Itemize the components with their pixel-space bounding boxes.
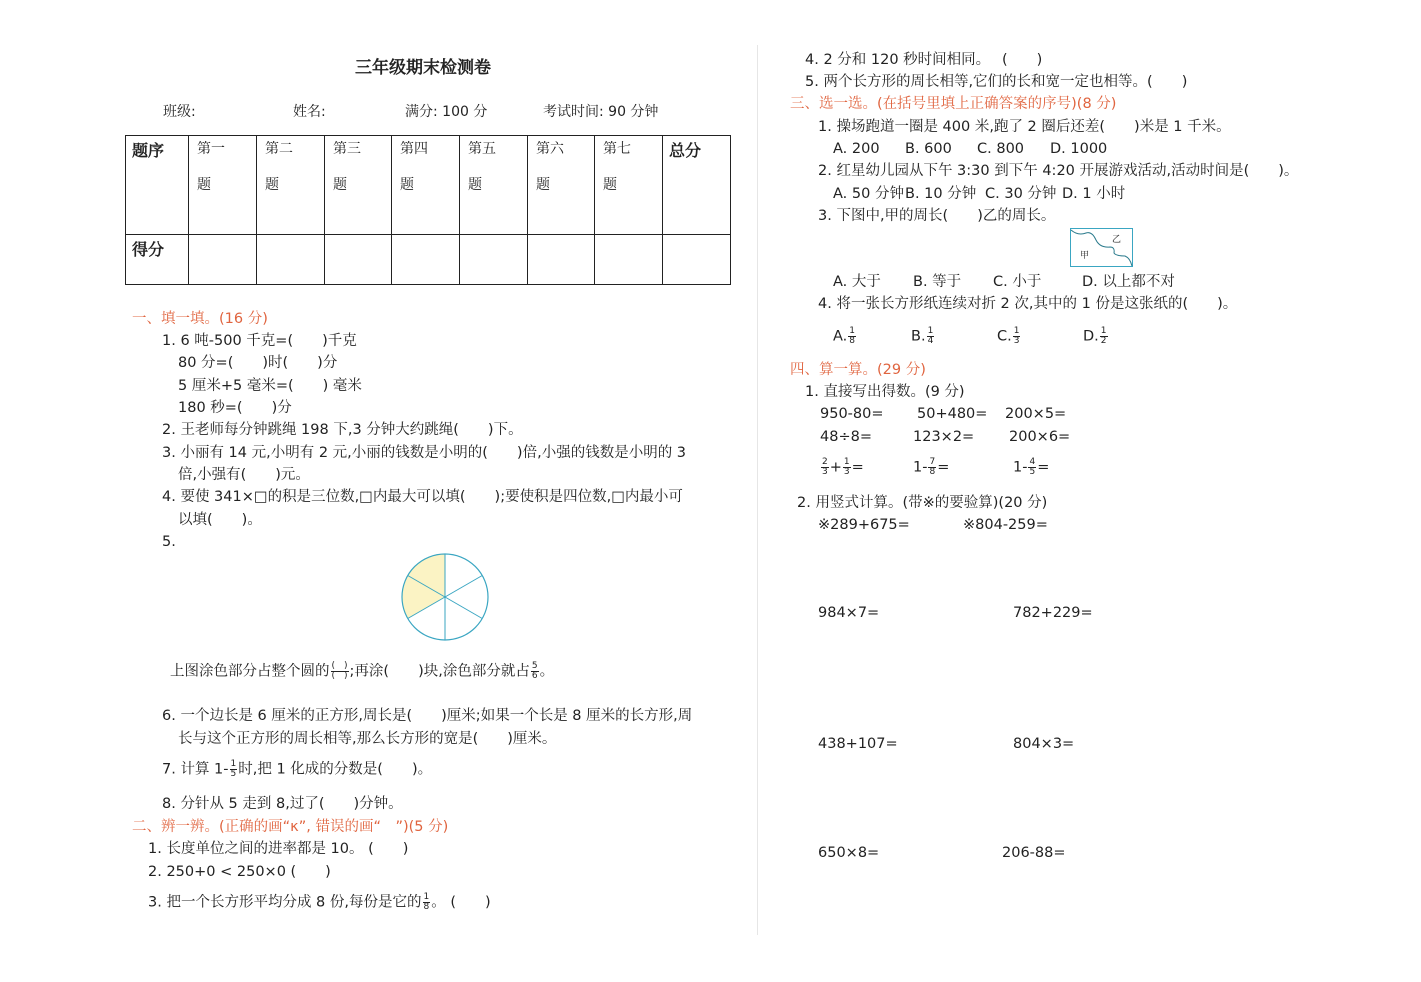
s1-q6: 6. 一个边长是 6 厘米的正方形,周长是( )厘米;如果一个长是 8 厘米的长方形,周: [162, 708, 693, 724]
option: C. $\frac{1}{3}$: [997, 326, 1020, 346]
s2-q4: 4. 2 分和 120 秒时间相同。 ( ): [805, 52, 1043, 68]
s1-q3-cont: 倍,小强有( )元。: [178, 467, 310, 483]
total-header: 总分: [663, 136, 731, 235]
section-3-header: 三、选一选。(在括号里填上正确答案的序号)(8 分): [790, 96, 1117, 112]
label-jia: 甲: [1080, 251, 1090, 261]
section-4-header: 四、算一算。(29 分): [790, 362, 926, 378]
s3-q2: 2. 红星幼儿园从下午 3:30 到下午 4:20 开展游戏活动,活动时间是( )。: [818, 163, 1299, 179]
s3-q4: 4. 将一张长方形纸连续对折 2 次,其中的 1 份是这张纸的( )。: [818, 296, 1238, 312]
section-2-header: 二、辨一辨。(正确的画“κ”, 错误的画“ ”)(5 分): [132, 819, 449, 835]
score-table: [125, 135, 731, 285]
s1-q8: 8. 分针从 5 走到 8,过了( )分钟。: [162, 796, 403, 812]
s1-q1: 1. 6 吨-500 千克=( )千克: [162, 333, 357, 349]
s1-q3: 3. 小丽有 14 元,小明有 2 元,小丽的钱数是小明的( )倍,小强的钱数是小明的 3: [162, 445, 687, 461]
fraction: $\frac{5}{6}$: [531, 661, 538, 681]
vertical-calc: 984×7=: [818, 605, 880, 621]
score-cell[interactable]: [392, 235, 460, 285]
name-label: 姓名:: [293, 104, 326, 120]
option: B. 10 分钟: [905, 186, 977, 202]
perimeter-figure: [1070, 228, 1134, 268]
s1-q6-cont: 长与这个正方形的周长相等,那么长方形的宽是( )厘米。: [178, 731, 557, 747]
vertical-calc: 782+229=: [1013, 605, 1093, 621]
exam-time: 考试时间: 90 分钟: [543, 104, 659, 120]
option: A. $\frac{1}{8}$: [833, 326, 856, 346]
fraction: $\frac{1}{5}$: [230, 759, 237, 779]
calc-item: 50+480=: [917, 406, 988, 422]
s2-q3: 3. 把一个长方形平均分成 8 份,每份是它的 $\frac{1}{8}$ 。 ( ): [148, 892, 491, 912]
s3-q3: 3. 下图中,甲的周长( )乙的周长。: [818, 208, 1056, 224]
s1-q1-b: 80 分=( )时( )分: [178, 355, 338, 371]
class-label: 班级:: [163, 104, 196, 120]
option: C. 800: [977, 141, 1025, 157]
calc-item: $\frac{2}{3}$ + $\frac{1}{3}$ =: [822, 457, 864, 477]
blank-fraction[interactable]: ( ) ( ): [331, 661, 348, 681]
calc-item: 200×6=: [1009, 429, 1071, 445]
section-1-header: 一、填一填。(16 分): [132, 311, 268, 327]
col-7: 第七 题: [595, 136, 663, 235]
option: A. 大于: [833, 274, 881, 290]
s1-q2: 2. 王老师每分钟跳绳 198 下,3 分钟大约跳绳( )下。: [162, 422, 523, 438]
option: A. 200: [833, 141, 880, 157]
s1-q4: 4. 要使 341×□的积是三位数,□内最大可以填( );要使积是四位数,□内最小可: [162, 489, 683, 505]
calc-item: 48÷8=: [820, 429, 872, 445]
option: B. 等于: [913, 274, 962, 290]
score-cell[interactable]: [595, 235, 663, 285]
label-yi: 乙: [1112, 235, 1122, 245]
option: C. 小于: [993, 274, 1042, 290]
vertical-calc: ※289+675=: [818, 517, 910, 533]
full-score: 满分: 100 分: [405, 104, 488, 120]
score-cell[interactable]: [528, 235, 595, 285]
vertical-calc: 438+107=: [818, 736, 898, 752]
option: D. 以上都不对: [1082, 274, 1175, 290]
page-title: 三年级期末检测卷: [355, 58, 491, 78]
option: D. 1000: [1050, 141, 1108, 157]
option: A. 50 分钟: [833, 186, 904, 202]
calc-item: 123×2=: [913, 429, 975, 445]
vertical-calc: 206-88=: [1002, 845, 1066, 861]
calc-item: 200×5=: [1005, 406, 1067, 422]
s3-q1: 1. 操场跑道一圈是 400 米,跑了 2 圈后还差( )米是 1 千米。: [818, 119, 1231, 135]
s2-q2: 2. 250+0 < 250×0 ( ): [148, 864, 331, 880]
calc-item: 1- $\frac{7}{8}$ =: [913, 457, 950, 477]
calc-item: 950-80=: [820, 406, 884, 422]
vertical-calc: 650×8=: [818, 845, 880, 861]
score-cell[interactable]: [460, 235, 528, 285]
col-6: 第六 题: [528, 136, 595, 235]
s4-part2: 2. 用竖式计算。(带※的要验算)(20 分): [797, 495, 1048, 511]
fraction: $\frac{1}{8}$: [423, 892, 430, 912]
column-divider: [757, 45, 758, 935]
row-header: 题序: [126, 136, 189, 235]
s2-q1: 1. 长度单位之间的进率都是 10。 ( ): [148, 841, 409, 857]
s4-part1: 1. 直接写出得数。(9 分): [805, 384, 965, 400]
option: D. $\frac{1}{2}$: [1083, 326, 1107, 346]
score-cell[interactable]: [257, 235, 325, 285]
s1-q1-c: 5 厘米+5 毫米=( ) 毫米: [178, 378, 362, 394]
s1-q5: 5.: [162, 534, 176, 550]
s2-q5: 5. 两个长方形的周长相等,它们的长和宽一定也相等。( ): [805, 74, 1188, 90]
score-header: 得分: [126, 235, 189, 285]
s1-q4-cont: 以填( )。: [178, 512, 262, 528]
score-cell[interactable]: [663, 235, 731, 285]
s1-q7: 7. 计算 1- $\frac{1}{5}$ 时,把 1 化成的分数是( )。: [162, 759, 433, 779]
vertical-calc: ※804-259=: [963, 517, 1048, 533]
col-2: 第二 题: [257, 136, 325, 235]
vertical-calc: 804×3=: [1013, 736, 1075, 752]
col-5: 第五 题: [460, 136, 528, 235]
score-cell[interactable]: [189, 235, 257, 285]
option: C. 30 分钟: [985, 186, 1057, 202]
calc-item: 1- $\frac{4}{5}$ =: [1013, 457, 1050, 477]
col-3: 第三 题: [325, 136, 392, 235]
shaded-sector: [402, 554, 445, 619]
s1-q5-text: 上图涂色部分占整个圆的 ( ) ( ) ;再涂( )块,涂色部分就占 $\frac{5}{6}$ 。: [170, 661, 555, 681]
s1-q1-d: 180 秒=( )分: [178, 400, 292, 416]
col-4: 第四 题: [392, 136, 460, 235]
score-cell[interactable]: [325, 235, 392, 285]
option: B. $\frac{1}{4}$: [911, 326, 934, 346]
col-1: 第一 题: [189, 136, 257, 235]
option: D. 1 小时: [1062, 186, 1126, 202]
circle-figure: [400, 552, 490, 642]
option: B. 600: [905, 141, 952, 157]
